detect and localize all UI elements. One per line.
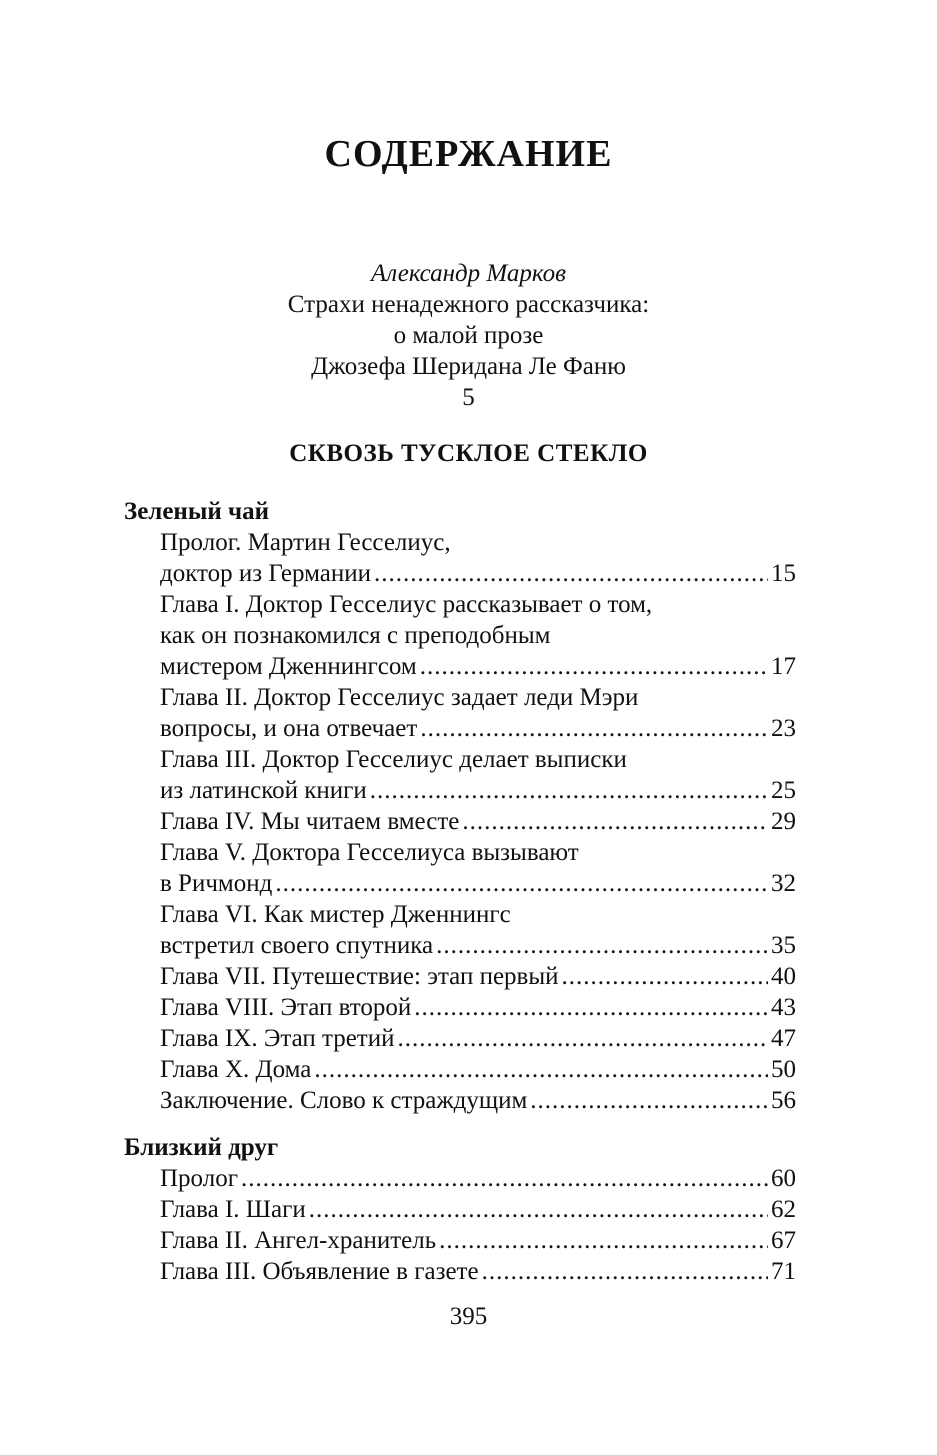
toc-entry[interactable] xyxy=(160,1194,796,1225)
toc-entry-last-line xyxy=(160,868,796,899)
intro-page: 5 xyxy=(462,384,475,411)
dot-leader xyxy=(530,1085,768,1116)
toc-group xyxy=(124,1132,796,1287)
section-title: СКВОЗЬ ТУСКЛОЕ СТЕКЛО xyxy=(289,440,648,467)
toc-entry-line: Пролог xyxy=(160,1165,238,1192)
dot-leader xyxy=(414,992,768,1023)
toc-entry-page: 60 xyxy=(771,1165,796,1192)
toc-entry-line: Пролог. Мартин Гесселиус, xyxy=(160,529,451,556)
toc-entry-line: Глава III. Объявление в газете xyxy=(160,1258,479,1285)
toc-entry-last-line xyxy=(160,961,796,992)
toc-entry-last-line xyxy=(160,1023,796,1054)
toc-entry-line: Глава V. Доктора Гесселиуса вызывают xyxy=(160,839,579,866)
toc-entry-page: 56 xyxy=(771,1087,796,1114)
toc-entry[interactable] xyxy=(160,1225,796,1256)
toc-entry-page: 71 xyxy=(771,1258,796,1285)
toc-entry-line: мистером Дженнингсом xyxy=(160,653,417,680)
toc-entry[interactable] xyxy=(160,1256,796,1287)
intro-title-line: о малой прозе xyxy=(393,322,544,349)
toc-group-title: Зеленый чай xyxy=(124,498,269,525)
toc-entry[interactable] xyxy=(160,682,796,744)
toc-entry-line: Глава VIII. Этап второй xyxy=(160,994,412,1021)
toc-entry-page: 43 xyxy=(771,994,796,1021)
toc-entry[interactable] xyxy=(160,806,796,837)
dot-leader xyxy=(436,930,768,961)
toc-entry-line: Заключение. Слово к страждущим xyxy=(160,1087,528,1114)
dot-leader xyxy=(374,558,768,589)
dot-leader xyxy=(309,1194,768,1225)
toc-entry-last-line xyxy=(160,1054,796,1085)
toc-entry[interactable] xyxy=(160,1163,796,1194)
dot-leader xyxy=(562,961,768,992)
dot-leader xyxy=(420,651,768,682)
toc-entry-line: Глава IX. Этап третий xyxy=(160,1025,395,1052)
toc-entry-line: доктор из Германии xyxy=(160,560,372,587)
dot-leader xyxy=(370,775,768,806)
toc-entry[interactable] xyxy=(160,1054,796,1085)
toc-entry-line: в Ричмонд xyxy=(160,870,273,897)
toc-entry-page: 62 xyxy=(771,1196,796,1223)
toc-entry-line: Глава X. Дома xyxy=(160,1056,312,1083)
toc-entry-last-line xyxy=(160,992,796,1023)
toc-entry-line: встретил своего спутника xyxy=(160,932,434,959)
toc-entry-line: Глава I. Шаги xyxy=(160,1196,306,1223)
toc-entry-last-line xyxy=(160,930,796,961)
toc-entry[interactable] xyxy=(160,1023,796,1054)
dot-leader xyxy=(462,806,768,837)
toc-entry-line: из латинской книги xyxy=(160,777,367,804)
toc-entry-last-line xyxy=(160,713,796,744)
toc-entry[interactable] xyxy=(160,899,796,961)
toc-entry-page: 29 xyxy=(771,808,796,835)
toc-entry-page: 23 xyxy=(771,715,796,742)
dot-leader xyxy=(398,1023,769,1054)
dot-leader xyxy=(439,1225,768,1256)
toc-entry-last-line xyxy=(160,558,796,589)
toc-group-title: Близкий друг xyxy=(124,1134,279,1161)
toc-entry-last-line xyxy=(160,1225,796,1256)
toc-entry-last-line xyxy=(160,775,796,806)
toc-entry-page: 17 xyxy=(771,653,796,680)
toc-entry-line: Глава II. Доктор Гесселиус задает леди Мэри xyxy=(160,684,639,711)
toc-entry-last-line xyxy=(160,1085,796,1116)
toc-entry[interactable] xyxy=(160,589,796,682)
toc-group xyxy=(124,496,796,1116)
toc-entry-line: Глава I. Доктор Гесселиус рассказывает о том, xyxy=(160,591,653,618)
intro-title-line: Джозефа Шеридана Ле Фаню xyxy=(311,353,626,380)
intro-block xyxy=(0,258,937,413)
toc-entry-line: Глава III. Доктор Гесселиус делает выписки xyxy=(160,746,627,773)
toc-entry-last-line xyxy=(160,651,796,682)
toc-entry[interactable] xyxy=(160,961,796,992)
toc-entry[interactable] xyxy=(160,744,796,806)
toc-entry[interactable] xyxy=(160,527,796,589)
toc-entry-line: вопросы, и она отвечает xyxy=(160,715,418,742)
toc-entry-page: 15 xyxy=(771,560,796,587)
toc-entry-line: как он познакомился с преподобным xyxy=(160,622,551,649)
toc-entry-last-line xyxy=(160,1256,796,1287)
toc-entry[interactable] xyxy=(160,837,796,899)
toc-entry-last-line xyxy=(160,1163,796,1194)
toc-entry-page: 32 xyxy=(771,870,796,897)
toc-entry-last-line xyxy=(160,806,796,837)
dot-leader xyxy=(241,1163,768,1194)
toc-entry-last-line xyxy=(160,1194,796,1225)
toc-entry-page: 25 xyxy=(771,777,796,804)
toc-entry-line: Глава VI. Как мистер Дженнингс xyxy=(160,901,511,928)
toc-entry-line: Глава VII. Путешествие: этап первый xyxy=(160,963,559,990)
intro-author: Александр Марков xyxy=(371,260,566,287)
toc-entry-page: 47 xyxy=(771,1025,796,1052)
dot-leader xyxy=(420,713,768,744)
toc-entry[interactable] xyxy=(160,1085,796,1116)
dot-leader xyxy=(482,1256,768,1287)
page-title: СОДЕРЖАНИЕ xyxy=(324,133,613,175)
toc-entry[interactable] xyxy=(160,992,796,1023)
toc-entry-page: 50 xyxy=(771,1056,796,1083)
dot-leader xyxy=(275,868,768,899)
toc-entry-line: Глава II. Ангел-хранитель xyxy=(160,1227,437,1254)
toc-entry-page: 67 xyxy=(771,1227,796,1254)
intro-title-line: Страхи ненадежного рассказчика: xyxy=(287,291,650,318)
dot-leader xyxy=(314,1054,768,1085)
table-of-contents xyxy=(124,496,796,1303)
toc-entry-page: 40 xyxy=(771,963,796,990)
page-number: 395 xyxy=(449,1303,488,1330)
toc-entry-line: Глава IV. Мы читаем вместе xyxy=(160,808,460,835)
toc-entry-page: 35 xyxy=(771,932,796,959)
